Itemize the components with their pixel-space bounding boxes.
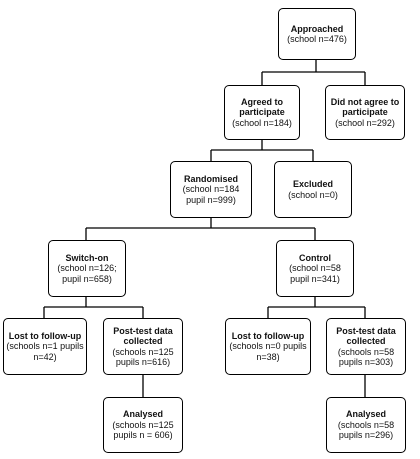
node-detail: (schools n=58 pupils n=296) — [337, 419, 395, 441]
node-title: Lost to follow-up — [231, 330, 305, 341]
randomised-box — [170, 161, 252, 218]
node-detail: (schools n=125 pupils n=616) — [112, 346, 174, 367]
lost-follow-up-switch-box — [3, 318, 87, 375]
node-title: Excluded — [292, 179, 333, 189]
node-detail: (schools n=125 pupils n = 606) — [112, 419, 174, 441]
post-test-switch-box — [103, 318, 183, 375]
excluded-box — [274, 161, 352, 218]
switch-on-box — [48, 240, 126, 297]
post-test-control-box — [326, 318, 406, 375]
node-detail: (school n=292) — [335, 117, 395, 128]
node-title: Did not agree to participate — [330, 96, 400, 118]
node-title: Analysed — [122, 409, 164, 420]
control-box — [276, 240, 354, 297]
approached-box — [278, 8, 356, 60]
node-detail: (schools n=1 pupils n=42) — [6, 341, 84, 362]
lost-follow-up-control-box — [225, 318, 311, 375]
node-title: Control — [299, 252, 331, 263]
node-detail: (school n=58 pupil n=341) — [289, 263, 341, 284]
node-title: Agreed to participate — [239, 96, 285, 118]
node-detail: (school n=184 pupil n=999) — [182, 184, 240, 205]
analysed-switch-box — [103, 397, 183, 453]
node-detail: (school n=0) — [288, 189, 338, 200]
node-detail: (schools n=0 pupils n=38) — [229, 341, 307, 362]
node-title: Analysed — [345, 409, 387, 420]
node-title: Post-test data collected — [336, 325, 396, 346]
node-detail: (school n=476) — [287, 34, 347, 44]
node-title: Switch-on — [65, 252, 109, 263]
did-not-agree-box — [325, 85, 405, 140]
node-detail: (school n=184) — [232, 117, 292, 128]
analysed-control-box — [326, 397, 406, 453]
agreed-box — [224, 85, 300, 140]
node-detail: (schools n=58 pupils n=303) — [337, 346, 395, 367]
node-title: Randomised — [183, 173, 238, 184]
node-title: Post-test data collected — [113, 325, 173, 346]
node-detail: (school n=126; pupil n=658) — [57, 263, 117, 284]
node-title: Approached — [290, 23, 344, 34]
node-title: Lost to follow-up — [8, 330, 82, 341]
